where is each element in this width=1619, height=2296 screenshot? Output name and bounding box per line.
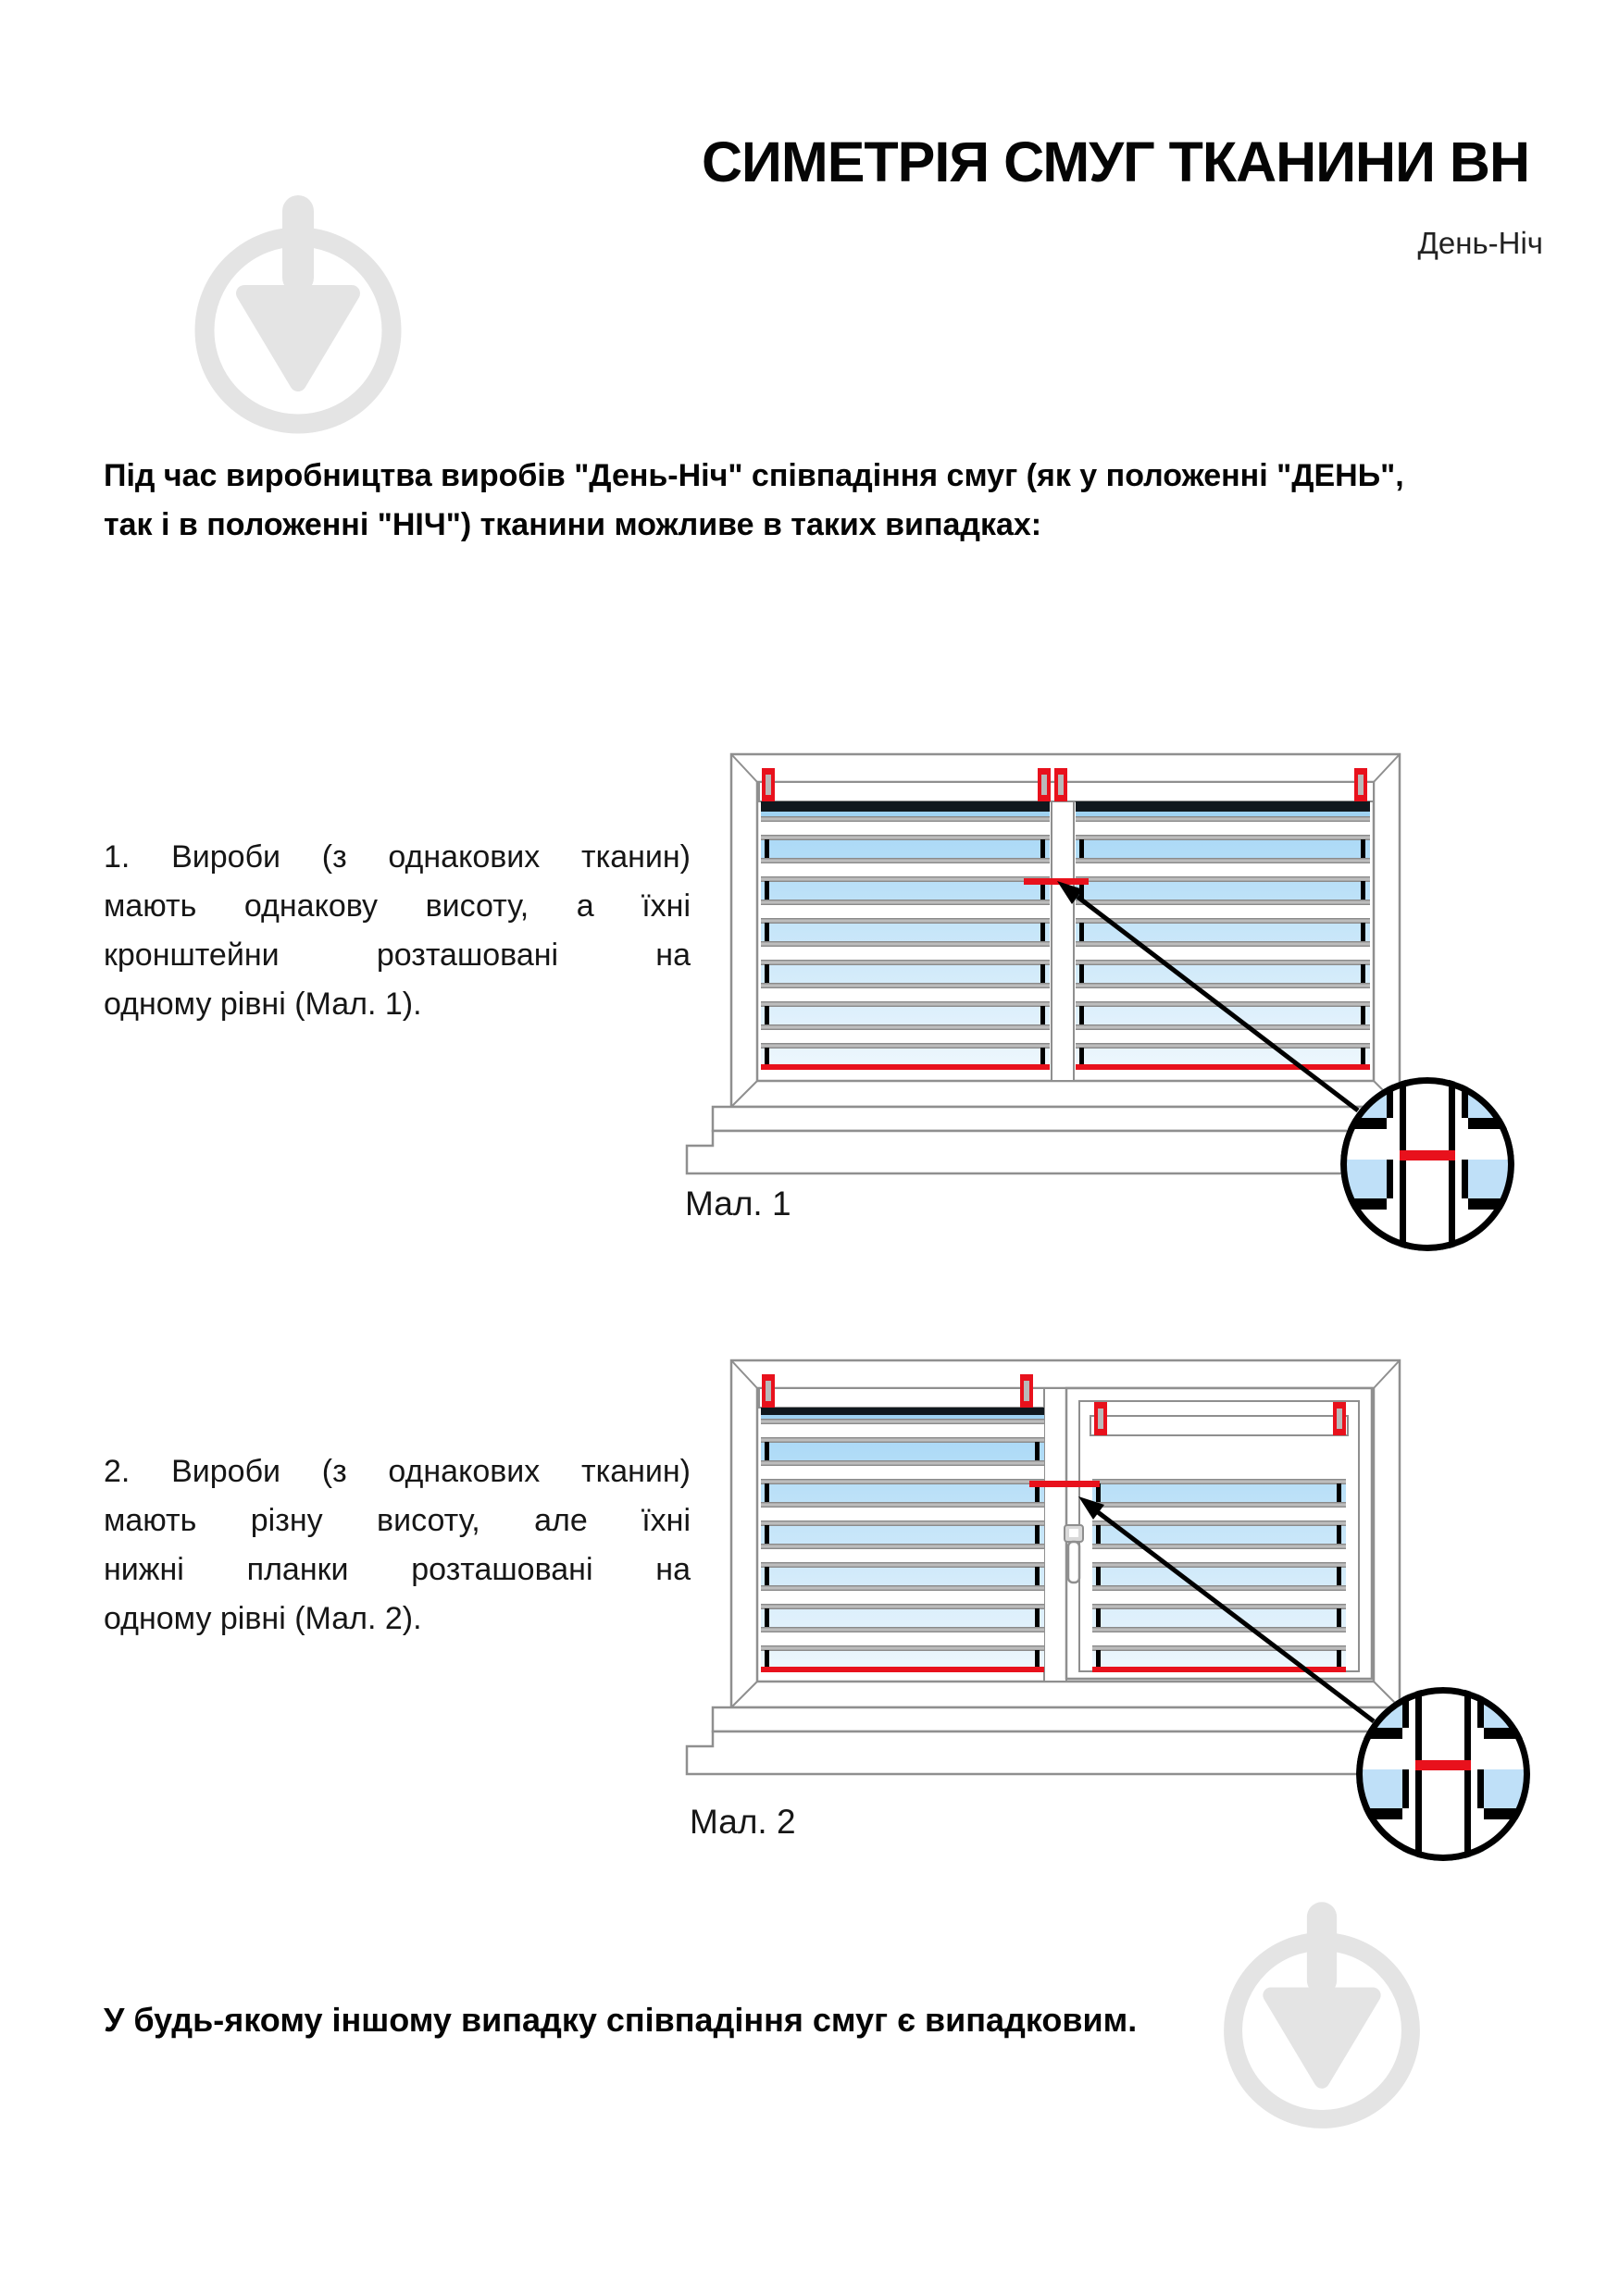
figure-2-window — [687, 1360, 1530, 1889]
window-mullion — [1052, 801, 1074, 1081]
window-sill-ledge — [687, 1131, 1400, 1173]
case-2-paragraph: 2. Вироби (з однакових тканин) мають різну висоту, але їхні нижні планки розташовані на одному рівні (Мал. 2). — [104, 1454, 691, 1636]
figure-2-caption: Мал. 2 — [690, 1803, 796, 1841]
intro-paragraph: Під час виробництва виробів "День-Ніч" співпадіння смуг (як у положенні "ДЕНЬ", так і в положенні "НІЧ") тканини можливе в таких випадках: — [104, 458, 1404, 542]
window-mullion — [1044, 1388, 1066, 1682]
bottom-bar-red — [761, 1667, 1044, 1672]
blind-headrail-left — [759, 1388, 1044, 1408]
left-blind — [761, 1408, 1044, 1672]
conclusion-text: У будь-якому іншому випадку співпадіння смуг є випадковим. — [104, 2001, 1138, 2039]
case-1-paragraph: 1. Вироби (з однакових тканин) мають однакову висоту, а їхні кронштейни розташовані на одному рівні (Мал. 1). — [104, 839, 691, 1022]
right-blind — [1076, 801, 1370, 1070]
bottom-bar-red — [1076, 1064, 1370, 1070]
right-blind — [1092, 1479, 1346, 1672]
window-sill-ledge — [687, 1731, 1400, 1774]
left-blind — [761, 801, 1050, 1070]
page-title: СИМЕТРІЯ СМУГ ТКАНИНИ ВН — [701, 130, 1529, 193]
figure-1-caption: Мал. 1 — [685, 1185, 791, 1222]
figure-1-window — [687, 754, 1514, 1279]
window-sill-board — [713, 1107, 1400, 1131]
window-handle-icon — [1065, 1525, 1083, 1582]
stripe-match-mark — [1024, 878, 1089, 885]
page-subtitle: День-Ніч — [1417, 226, 1543, 260]
window-sill-board — [713, 1707, 1400, 1731]
stripe-match-mark — [1029, 1481, 1100, 1487]
blind-headrail-right — [1090, 1416, 1348, 1435]
bottom-bar-red — [761, 1064, 1050, 1070]
